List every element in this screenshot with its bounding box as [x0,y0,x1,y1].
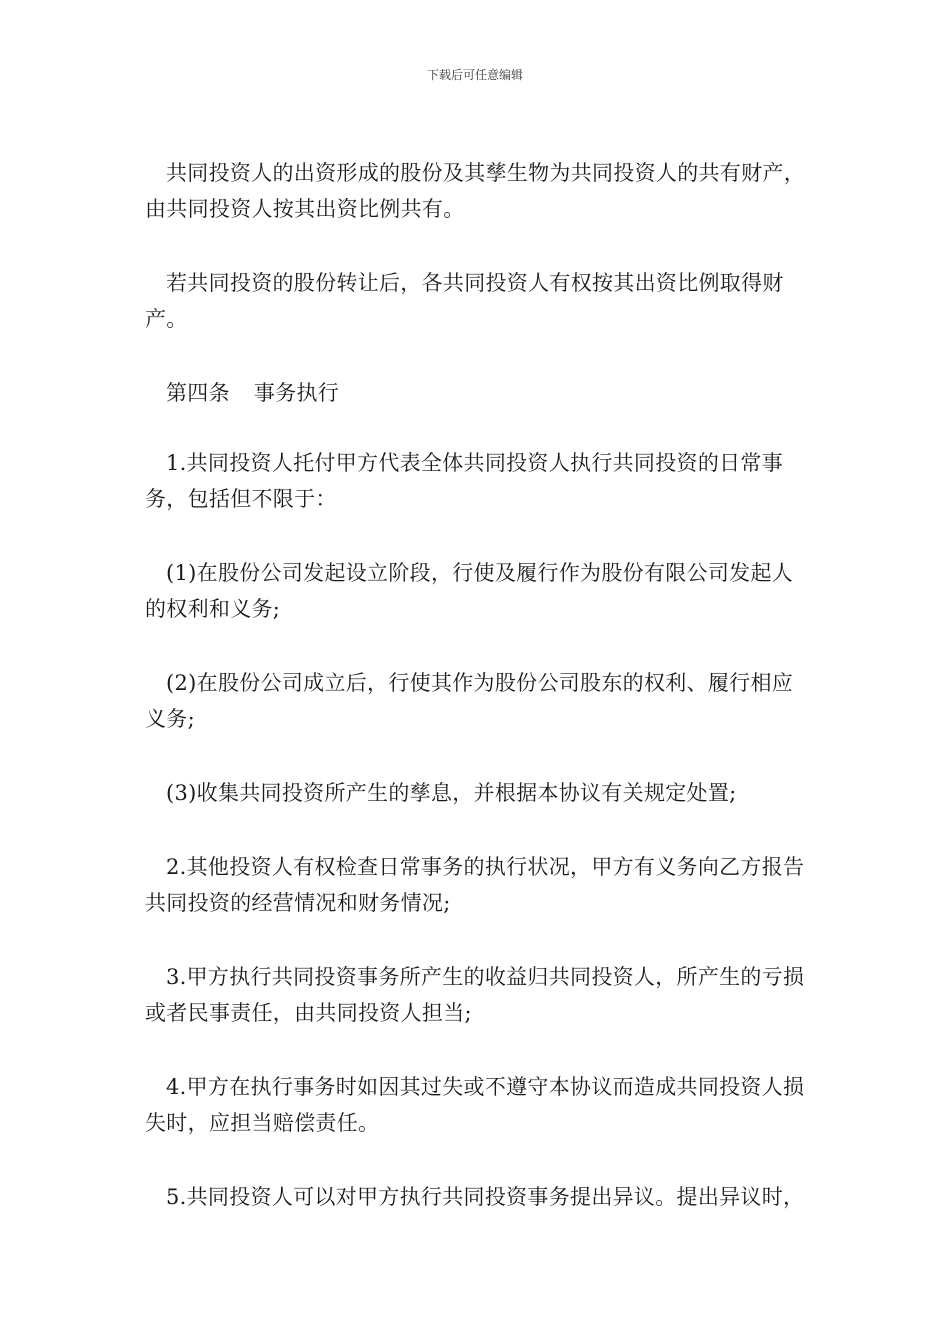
clause-1-item-2: (2)在股份公司成立后，行使其作为股份公司股东的权利、履行相应义务; [145,671,794,731]
article-title: 事务执行 [253,381,340,405]
document-body [145,155,810,1253]
article-number: 第四条 [166,381,230,405]
clause-2: 2.其他投资人有权检查日常事务的执行状况，甲方有义务向乙方报告共同投资的经营情况和财务情况; [145,855,805,915]
clause-4: 4.甲方在执行事务时如因其过失或不遵守本协议而造成共同投资人损失时，应担当赔偿责任。 [145,1075,805,1135]
clause-1: 1.共同投资人托付甲方代表全体共同投资人执行共同投资的日常事务，包括但不限于： [145,451,784,511]
clause-1-item-1: (1)在股份公司发起设立阶段，行使及履行作为股份有限公司发起人的权利和义务; [145,561,794,621]
paragraph-share-transfer: 若共同投资的股份转让后，各共同投资人有权按其出资比例取得财产。 [145,271,784,331]
clause-5: 5.共同投资人可以对甲方执行共同投资事务提出异议。提出异议时， [166,1185,805,1209]
page-header: 下载后可任意编辑 [426,68,523,82]
paragraph-co-ownership: 共同投资人的出资形成的股份及其孳生物为共同投资人的共有财产，由共同投资人按其出资比例共有。 [145,161,805,221]
article-heading [145,375,810,411]
clause-1-item-3: (3)收集共同投资所产生的孳息，并根据本协议有关规定处置; [166,781,737,805]
clause-3: 3.甲方执行共同投资事务所产生的收益归共同投资人，所产生的亏损或者民事责任，由共同投资人担当; [145,965,805,1025]
